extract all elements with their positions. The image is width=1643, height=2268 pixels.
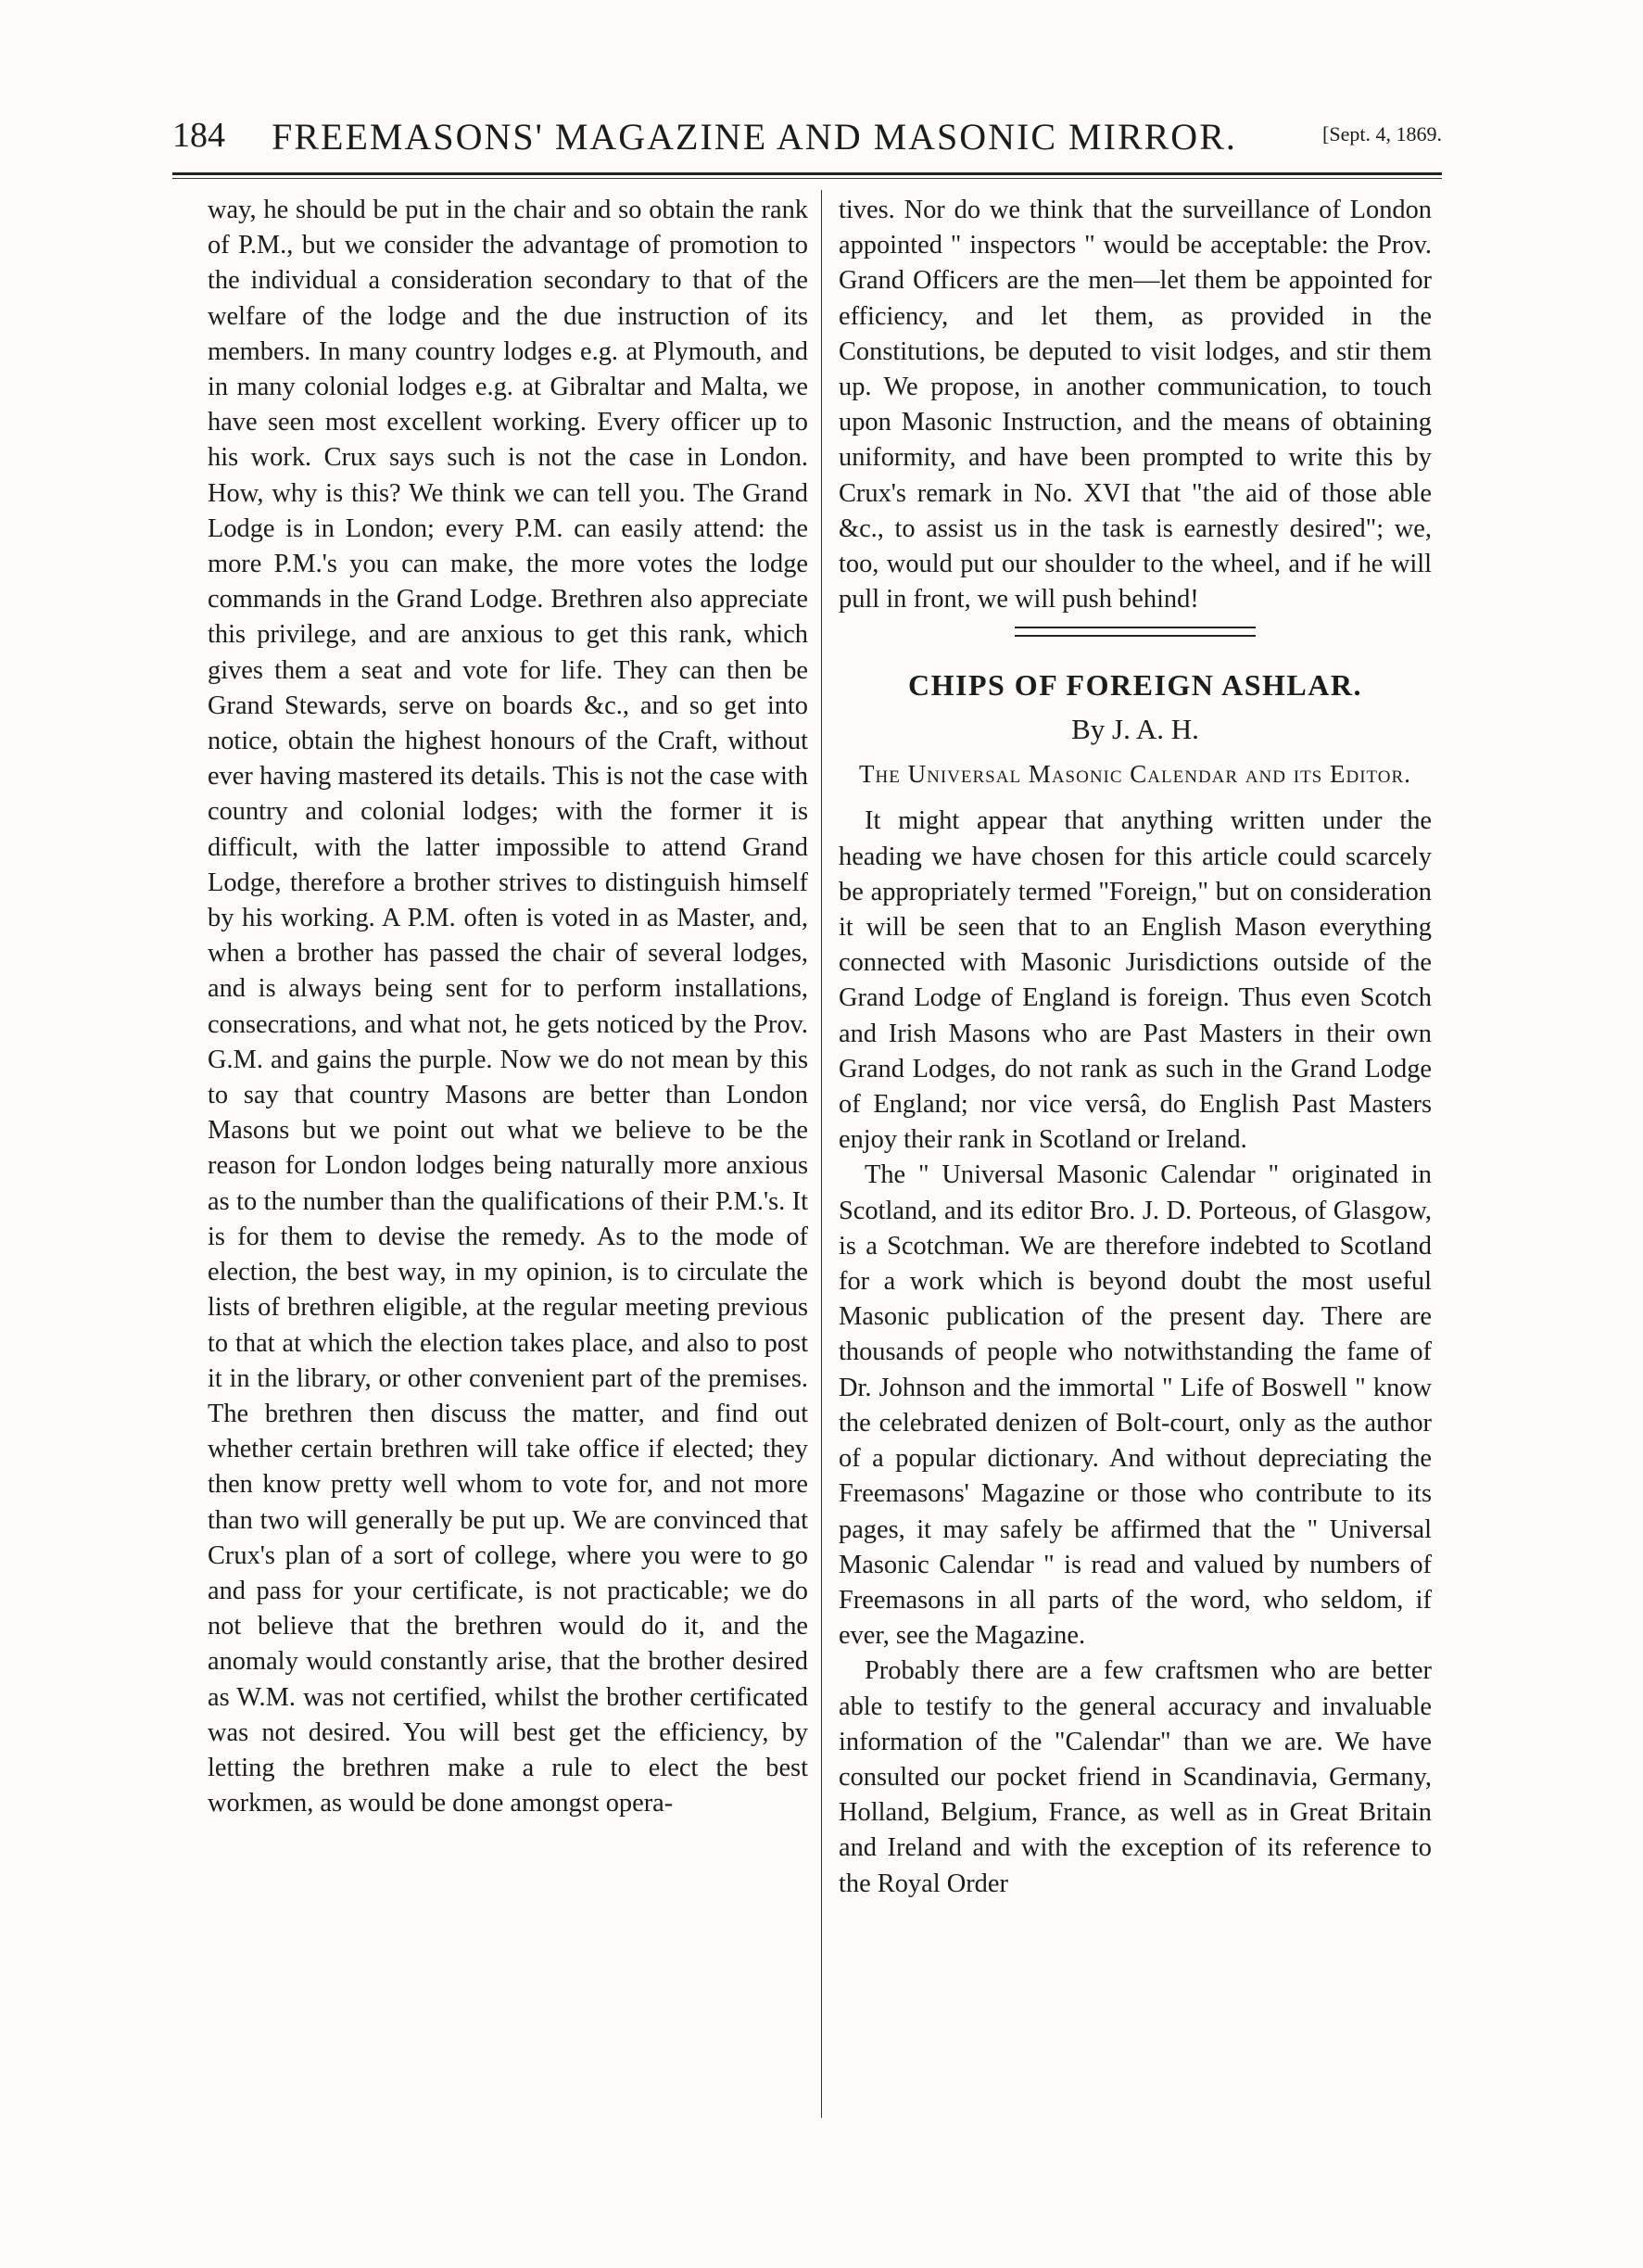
right-column	[839, 193, 1432, 1902]
article-paragraph: The " Universal Masonic Calendar " originated in Scotland, and its editor Bro. J. D. Porteous, of Glasgow, is a Scotchman. We are therefore indebted to Scotland for a work which is beyond doubt the most useful Masonic publication of the present day. There are thousands of people who notwithstanding the fame of Dr. Johnson and the immortal " Life of Boswell " know the celebrated denizen of Bolt-court, only as the author of a popular dictionary. And without depreciating the Freemasons' Magazine or those who contribute to its pages, it may safely be affirmed that the " Universal Masonic Calendar " is read and valued by numbers of Freemasons in all parts of the word, who seldom, if ever, see the Magazine.	[839, 1160, 1432, 1651]
section-separator	[1015, 627, 1256, 637]
article-paragraph: Probably there are a few craftsmen who are better able to testify to the general accuracy and invaluable information of the "Calendar" than we are. We have consulted our pocket friend in Scandinavia, Germany, Holland, Belgium, France, as well as in Great Britain and Ireland and with the exception of its reference to the Royal Order	[839, 1656, 1432, 1898]
article-subtitle: The Universal Masonic Calendar and its Editor.	[859, 760, 1411, 789]
page-header	[172, 109, 1442, 165]
continuation-paragraph: tives. Nor do we think that the surveillance of London appointed " inspectors " would be acceptable: the Prov. Grand Officers are the men—let them be appointed for efficiency, and let them, as provided in the Constitutions, be deputed to visit lodges, and stir them up. We propose, in another communication, to touch upon Masonic Instruction, and the means of obtaining uniformity, and have been prompted to write this by Crux's remark in No. XVI that "the aid of those able &c., to assist us in the task is earnestly desired"; we, too, would put our shoulder to the wheel, and if he will pull in front, we will push behind!	[839, 196, 1432, 615]
article-paragraph: It might appear that anything written under the heading we have chosen for this article could scarcely be appropriately termed "Foreign," but on consideration it will be seen that to an English Mason everything connected with Masonic Jurisdictions outside of the Grand Lodge of England is foreign. Thus even Scotch and Irish Masons who are Past Masters in their own Grand Lodges, do not rank as such in the Grand Lodge of England; nor vice versâ, do English Past Masters enjoy their rank in Scotland or Ireland.	[839, 806, 1432, 1155]
header-rule	[172, 172, 1442, 175]
left-column	[208, 193, 808, 1821]
header-rule-thin	[172, 178, 1442, 179]
byline: By J. A. H.	[1071, 713, 1199, 746]
issue-date: [Sept. 4, 1869.	[1322, 122, 1442, 146]
column-divider	[821, 190, 822, 2118]
section-title: CHIPS OF FOREIGN ASHLAR.	[908, 668, 1362, 703]
page-number: 184	[172, 116, 225, 155]
left-column-paragraph: way, he should be put in the chair and so obtain the rank of P.M., but we consider the advantage of promotion to the individual a consideration secondary to that of the welfare of the lodge and the due instruction of its members. In many country lodges e.g. at Plymouth, and in many colonial lodges e.g. at Gibraltar and Malta, we have seen most excellent working. Every officer up to his work. Crux says such is not the case in London. How, why is this? We think we can tell you. The Grand Lodge is in London; every P.M. can easily attend: the more P.M.'s you can make, the more votes the lodge commands in the Grand Lodge. Brethren also appreciate this privilege, and are anxious to get this rank, which gives them a seat and vote for life. They can then be Grand Stewards, serve on boards &c., and so get into notice, obtain the highest honours of the Craft, without ever having mastered its details. This is not the case with country and colonial lodges; with the former it is difficult, with the latter impossible to attend Grand Lodge, therefore a brother strives to distinguish himself by his working. A P.M. often is voted in as Master, and, when a brother has passed the chair of several lodges, and is always being sent for to perform installations, consecrations, and what not, he gets noticed by the Prov. G.M. and gains the purple. Now we do not mean by this to say that country Masons are better than London Masons but we point out what we believe to be the reason for London lodges being naturally more anxious as to the number than the qualifications of their P.M.'s. It is for them to devise the remedy. As to the mode of election, the best way, in my opinion, is to circulate the lists of brethren eligible, at the regular meeting previous to that at which the election takes place, and also to post it in the library, or other convenient part of the premises. The brethren then discuss the matter, and find out whether certain brethren will take office if elected; they then know pretty well whom to vote for, and not more than two will generally be put up. We are convinced that Crux's plan of a sort of college, where you were to go and pass for your certificate, is not practicable; we do not believe that the brethren would do it, and the anomaly would constantly arise, that the brother desired as W.M. was not certified, whilst the brother certificated was not desired. You will best get the efficiency, by letting the brethren make a rule to elect the best workmen, as would be done amongst opera-	[208, 196, 808, 1818]
running-title: FREEMASONS' MAGAZINE AND MASONIC MIRROR.	[272, 116, 1237, 158]
